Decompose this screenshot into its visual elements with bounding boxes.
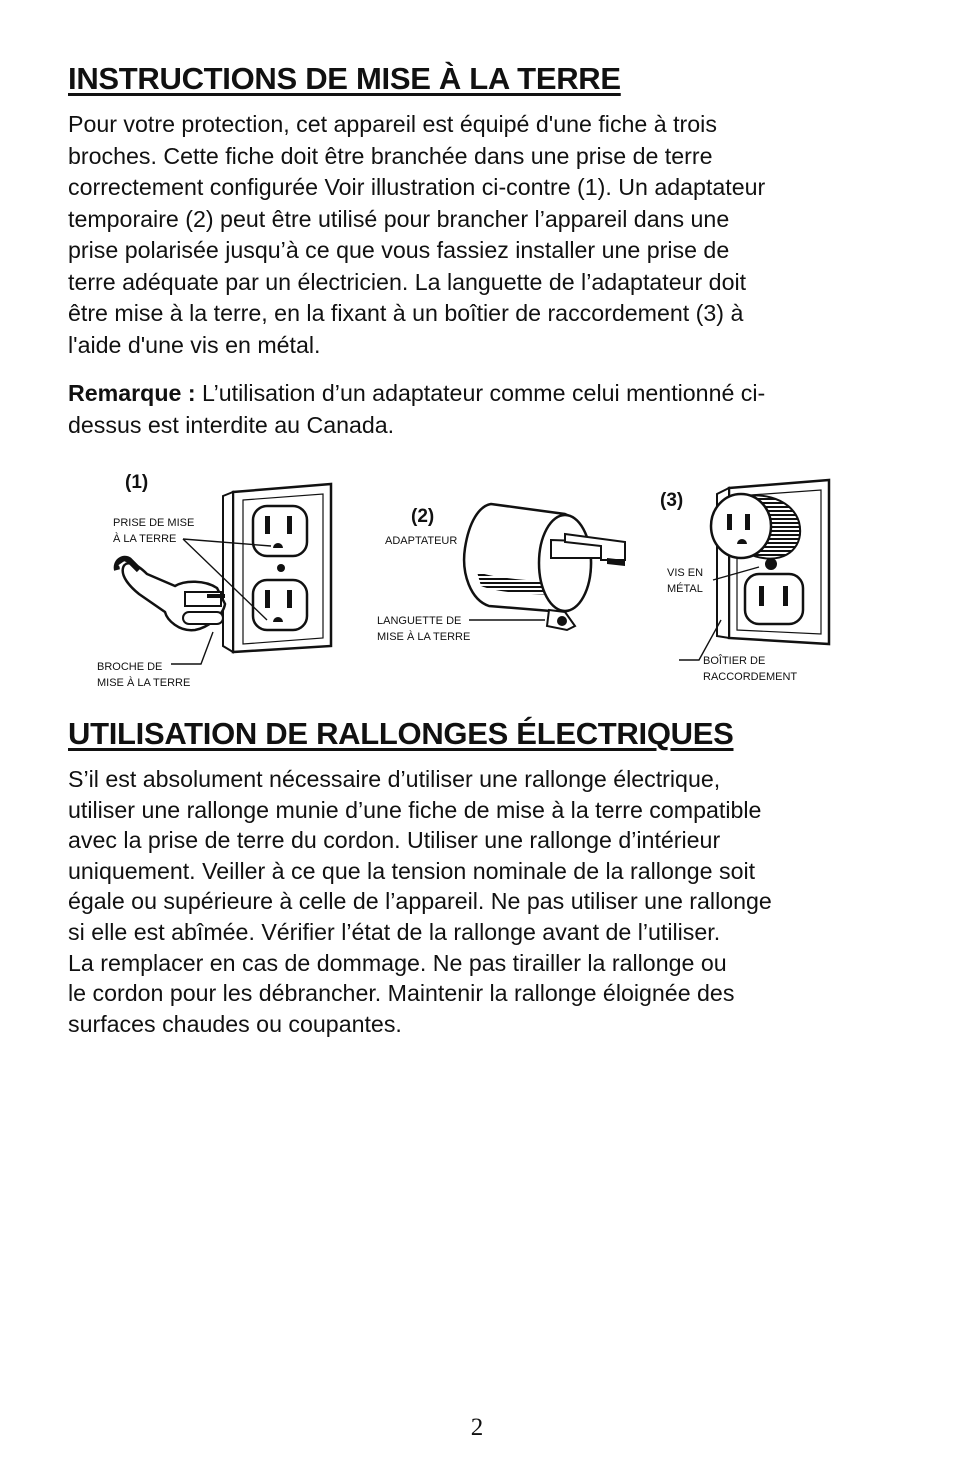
section-title-extension-cords: UTILISATION DE RALLONGES ÉLECTRIQUES bbox=[68, 716, 734, 751]
paragraph-line: correctement configurée Voir illustration ci-contre (1). Un adaptateur bbox=[68, 174, 766, 200]
figure-3-label-box: BOÎTIER DE bbox=[703, 655, 766, 667]
grounding-illustration bbox=[95, 470, 855, 695]
paragraph-line: égale ou supérieure à celle de l’appareil. Ne pas utiliser une rallonge bbox=[68, 888, 772, 915]
note-line bbox=[68, 378, 888, 410]
grounding-tab bbox=[547, 610, 575, 630]
figure-2-label-adapter: ADAPTATEUR bbox=[385, 535, 458, 547]
receptacle-lower-3 bbox=[745, 574, 803, 624]
receptacle-upper bbox=[253, 506, 307, 556]
figure-3-number: (3) bbox=[660, 490, 684, 511]
note-label: Remarque : bbox=[68, 380, 196, 406]
paragraph-line: être mise à la terre, en la fixant à un boîtier de raccordement (3) à bbox=[68, 300, 744, 326]
paragraph-line: utiliser une rallonge munie d’une fiche de mise à la terre compatible bbox=[68, 796, 762, 823]
note-text: L’utilisation d’un adaptateur comme celui mentionné ci- bbox=[195, 380, 766, 406]
paragraph-line: surfaces chaudes ou coupantes. bbox=[68, 1010, 402, 1037]
three-prong-plug bbox=[117, 559, 225, 630]
adapter-in-outlet bbox=[711, 494, 800, 559]
extension-cord-paragraph bbox=[68, 764, 888, 1039]
paragraph-line: Pour votre protection, cet appareil est équipé d'une fiche à trois bbox=[68, 111, 717, 137]
figure-3-label-screw: VIS EN bbox=[667, 567, 704, 579]
figure-3-label-box-2: RACCORDEMENT bbox=[703, 671, 798, 683]
paragraph-line: le cordon pour les débrancher. Maintenir la rallonge éloignée des bbox=[68, 980, 735, 1007]
figure-1-number: (1) bbox=[125, 472, 149, 493]
page-number: 2 bbox=[470, 1414, 484, 1441]
metal-screw bbox=[765, 558, 777, 570]
plate-screw bbox=[277, 564, 285, 572]
figure-3-label-screw-2: MÉTAL bbox=[667, 583, 703, 595]
paragraph-line: terre adéquate par un électricien. La languette de l’adaptateur doit bbox=[68, 268, 747, 295]
paragraph-line: S’il est absolument nécessaire d’utiliser une rallonge électrique, bbox=[68, 766, 721, 792]
figure-2-label-tab-2: MISE À LA TERRE bbox=[377, 631, 471, 643]
paragraph-line: si elle est abîmée. Vérifier l’état de la rallonge avant de l’utiliser. bbox=[68, 918, 721, 945]
paragraph-line: La remplacer en cas de dommage. Ne pas tirailler la rallonge ou bbox=[68, 949, 727, 976]
figure-1-grounded-outlet bbox=[97, 472, 331, 689]
figure-2-adapter bbox=[377, 504, 625, 643]
paragraph-line: temporaire (2) peut être utilisé pour brancher l’appareil dans une bbox=[68, 205, 730, 232]
paragraph-line: prise polarisée jusqu’à ce que vous fassiez installer une prise de bbox=[68, 237, 730, 263]
paragraph-line: broches. Cette fiche doit être branchée dans une prise de terre bbox=[68, 142, 713, 169]
svg-text:MISE À LA TERRE: MISE À LA TERRE bbox=[97, 677, 191, 689]
grounding-paragraph bbox=[68, 109, 888, 361]
note-line: dessus est interdite au Canada. bbox=[68, 411, 395, 438]
figure-2-label-tab: LANGUETTE DE bbox=[377, 615, 462, 627]
receptacle-lower bbox=[253, 580, 307, 630]
svg-text:PRISE DE MISE: PRISE DE MISE bbox=[113, 517, 195, 529]
section-title-grounding: INSTRUCTIONS DE MISE À LA TERRE bbox=[68, 61, 621, 96]
svg-text:À LA TERRE: À LA TERRE bbox=[113, 533, 177, 545]
svg-text:BROCHE DE: BROCHE DE bbox=[97, 661, 163, 673]
figure-1-label-prong bbox=[97, 632, 213, 689]
note-paragraph bbox=[68, 378, 888, 441]
figure-2-number: (2) bbox=[411, 506, 435, 527]
paragraph-line: avec la prise de terre du cordon. Utiliser une rallonge d’intérieur bbox=[68, 827, 721, 854]
figure-3-junction-box bbox=[660, 480, 829, 683]
paragraph-line: uniquement. Veiller à ce que la tension nominale de la rallonge soit bbox=[68, 857, 756, 884]
paragraph-line: l'aide d'une vis en métal. bbox=[68, 331, 321, 358]
